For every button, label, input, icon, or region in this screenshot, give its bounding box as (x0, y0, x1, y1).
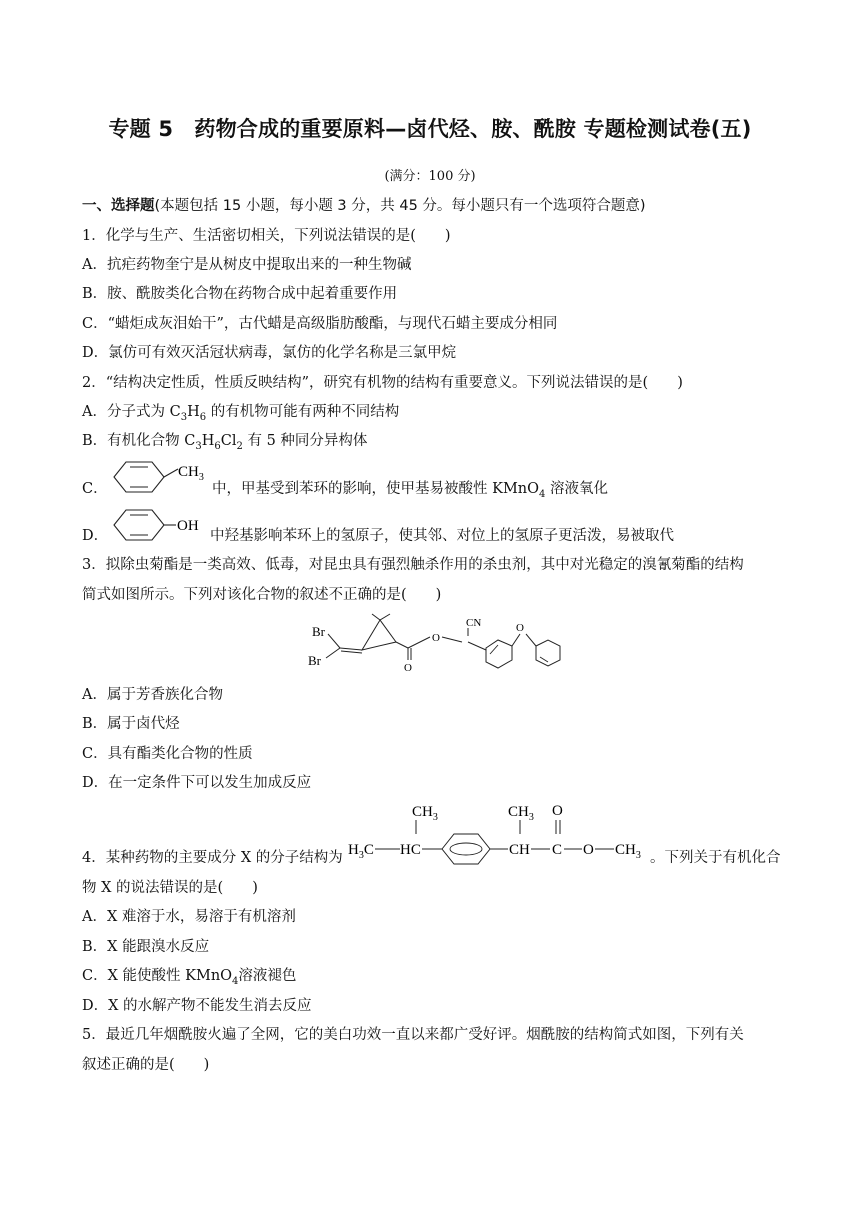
q3-option-d: D．在一定条件下可以发生加成反应 (82, 775, 312, 791)
q4-stem-post: 。下列关于有机化合 (650, 850, 781, 866)
ch3-label-3: $CH_3$ (615, 842, 641, 861)
br-label-2: Br (308, 653, 321, 668)
q4-option-a: A．X 难溶于水，易溶于有机溶剂 (82, 909, 296, 925)
q3-option-c: C．具有酯类化合物的性质 (82, 746, 253, 762)
q1-option-c: C．“蜡炬成灰泪始干”，古代蜡是高级脂肪酸酯，与现代石蜡主要成分相同 (82, 316, 558, 332)
hc-label: HC (400, 842, 421, 858)
q1-option-d: D．氯仿可有效灭活冠状病毒，氯仿的化学名称是三氯甲烷 (82, 345, 457, 361)
ester-o-label: O (583, 842, 594, 858)
section-heading: 一、选择题 (82, 198, 155, 214)
q2-option-c-text: 中，甲基受到苯环的影响，使甲基易被酸性 KMnO$_4$ 溶液氧化 (212, 481, 608, 500)
br-label-1: Br (312, 624, 325, 639)
q2-option-a: A．分子式为 $C_3H_6$ 的有机物可能有两种不同结构 (82, 404, 400, 423)
ibuprofen-ester-structure (346, 798, 650, 868)
cn-label: CN (466, 617, 482, 629)
toluene-structure (100, 456, 212, 498)
full-score: (满分：100 分) (384, 169, 476, 184)
phenol-oh-label: OH (177, 518, 199, 534)
q4-option-c: C．X 能使酸性 KMnO$_4$溶液褪色 (82, 968, 297, 987)
q2-option-d-text: 中羟基影响苯环上的氢原子，使其邻、对位上的氢原子更活泼，易被取代 (210, 528, 674, 544)
q3-option-b: B．属于卤代烃 (82, 716, 180, 732)
carbonyl-o-label: O (404, 662, 412, 674)
ch3-label-1: $CH_3$ (412, 804, 438, 823)
section-header (82, 196, 646, 216)
q5-stem-1: 5．最近几年烟酰胺火遍了全网，它的美白功效一直以来都广受好评。烟酰胺的结构简式如图，下列有关 (82, 1027, 744, 1043)
ch3-label-2: $CH_3$ (508, 804, 534, 823)
q2-option-c-label: C． (82, 481, 108, 497)
q3-stem-1: 3．拟除虫菊酯是一类高效、低毒，对昆虫具有强烈触杀作用的杀虫剂，其中对光稳定的溴氰菊酯的结构 (82, 557, 744, 573)
h3c-label: $H_3C$ (348, 842, 374, 861)
ether-o-label: O (516, 622, 524, 634)
ester-o-label: O (432, 632, 440, 644)
toluene-ch3-label: $CH_3$ (178, 464, 204, 483)
q1-stem: 1．化学与生产、生活密切相关，下列说法错误的是( ) (82, 228, 451, 244)
q4-stem-pre: 4．某种药物的主要成分 X 的分子结构为 (82, 850, 343, 866)
q5-stem-2: 叙述正确的是( ) (82, 1057, 210, 1073)
section-note: (本题包括 15 小题，每小题 3 分，共 45 分。每小题只有一个选项符合题意) (154, 198, 646, 214)
q2-stem: 2．“结构决定性质，性质反映结构”，研究有机物的结构有重要意义。下列说法错误的是( ) (82, 375, 683, 391)
q4-option-b: B．X 能跟溴水反应 (82, 939, 210, 955)
ch-label: CH (509, 842, 530, 858)
carbonyl-c-label: C (552, 842, 563, 858)
deltamethrin-structure (300, 612, 570, 674)
q1-option-b: B．胺、酰胺类化合物在药物合成中起着重要作用 (82, 286, 398, 302)
q3-option-a: A．属于芳香族化合物 (82, 687, 223, 703)
q4-stem-2: 物 X 的说法错误的是( ) (82, 880, 258, 896)
q2-option-d-label: D． (82, 528, 109, 544)
phenol-structure (100, 504, 212, 546)
q1-option-a: A．抗疟药物奎宁是从树皮中提取出来的一种生物碱 (82, 257, 412, 273)
carbonyl-o-label: O (552, 803, 563, 819)
q3-stem-2: 简式如图所示。下列对该化合物的叙述不正确的是( ) (82, 587, 442, 603)
q4-option-d: D．X 的水解产物不能发生消去反应 (82, 998, 312, 1014)
q2-option-b: B．有机化合物 $C_3H_6Cl_2$ 有 5 种同分异构体 (82, 433, 368, 452)
page-title: 专题 5 药物合成的重要原料—卤代烃、胺、酰胺 专题检测试卷(五) (108, 117, 752, 141)
